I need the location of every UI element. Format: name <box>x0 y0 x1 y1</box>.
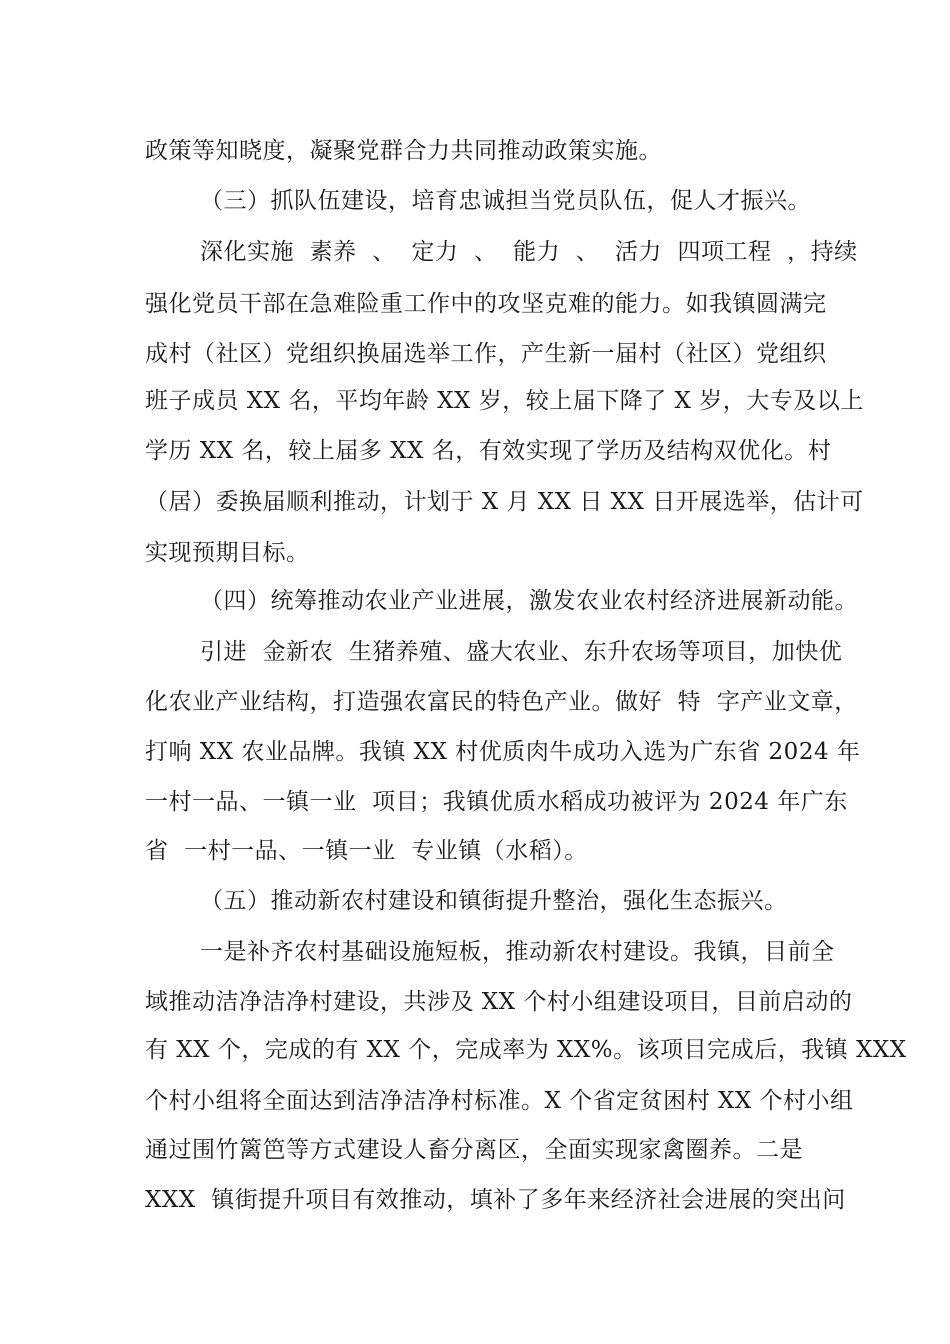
section-heading: （五）推动新农村建设和镇街提升整治，强化生态振兴。 <box>200 888 788 914</box>
paragraph-line: 学历 XX 名，较上届多 XX 名，有效实现了学历及结构双优化。村 <box>145 438 832 464</box>
section-heading: （三）抓队伍建设，培育忠诚担当党员队伍，促人才振兴。 <box>200 188 811 214</box>
paragraph-line: 一是补齐农村基础设施短板，推动新农村建设。我镇，目前全 <box>200 939 835 965</box>
paragraph-line: 强化党员干部在急难险重工作中的攻坚克难的能力。如我镇圆满完 <box>145 291 827 317</box>
paragraph-line: 化农业产业结构，打造强农富民的特色产业。做好 特 字产业文章， <box>145 689 858 715</box>
paragraph-line: 政策等知晓度，凝聚党群合力共同推动政策实施。 <box>145 138 662 164</box>
paragraph-line: 班子成员 XX 名，平均年龄 XX 岁，较上届下降了 X 岁，大专及以上 <box>145 388 864 414</box>
section-heading: （四）统筹推动农业产业进展，激发农业农村经济进展新动能。 <box>200 588 858 614</box>
paragraph-line: 一村一品、一镇一业 项目；我镇优质水稻成功被评为 2024 年广东 <box>145 789 848 815</box>
paragraph-line: 个村小组将全面达到洁净洁净村标准。X 个省定贫困村 XX 个村小组 <box>145 1088 854 1114</box>
paragraph-line: 省 一村一品、一镇一业 专业镇（水稻）。 <box>145 838 588 864</box>
paragraph-line: 有 XX 个，完成的有 XX 个，完成率为 XX%。该项目完成后，我镇 XXX <box>145 1037 907 1063</box>
paragraph-line: 深化实施 素养 、 定力 、 能力 、 活力 四项工程 ，持续 <box>200 239 858 265</box>
paragraph-line: （居）委换届顺利推动，计划于 X 月 XX 日 XX 日开展选举，估计可 <box>145 489 864 515</box>
paragraph-line: 打响 XX 农业品牌。我镇 XX 村优质肉牛成功入选为广东省 2024 年 <box>145 739 861 765</box>
paragraph-line: 实现预期目标。 <box>145 540 310 566</box>
paragraph-line: 通过围竹篱笆等方式建设人畜分离区，全面实现家禽圈养。二是 <box>145 1137 803 1163</box>
paragraph-line: 引进 金新农 生猪养殖、盛大农业、东升农场等项目，加快优 <box>200 639 843 665</box>
paragraph-line: 域推动洁净洁净村建设，共涉及 XX 个村小组建设项目，目前启动的 <box>145 989 853 1015</box>
paragraph-line: XXX 镇街提升项目有效推动，填补了多年来经济社会进展的突出问 <box>145 1187 846 1213</box>
paragraph-line: 成村（社区）党组织换届选举工作，产生新一届村（社区）党组织 <box>145 341 827 367</box>
